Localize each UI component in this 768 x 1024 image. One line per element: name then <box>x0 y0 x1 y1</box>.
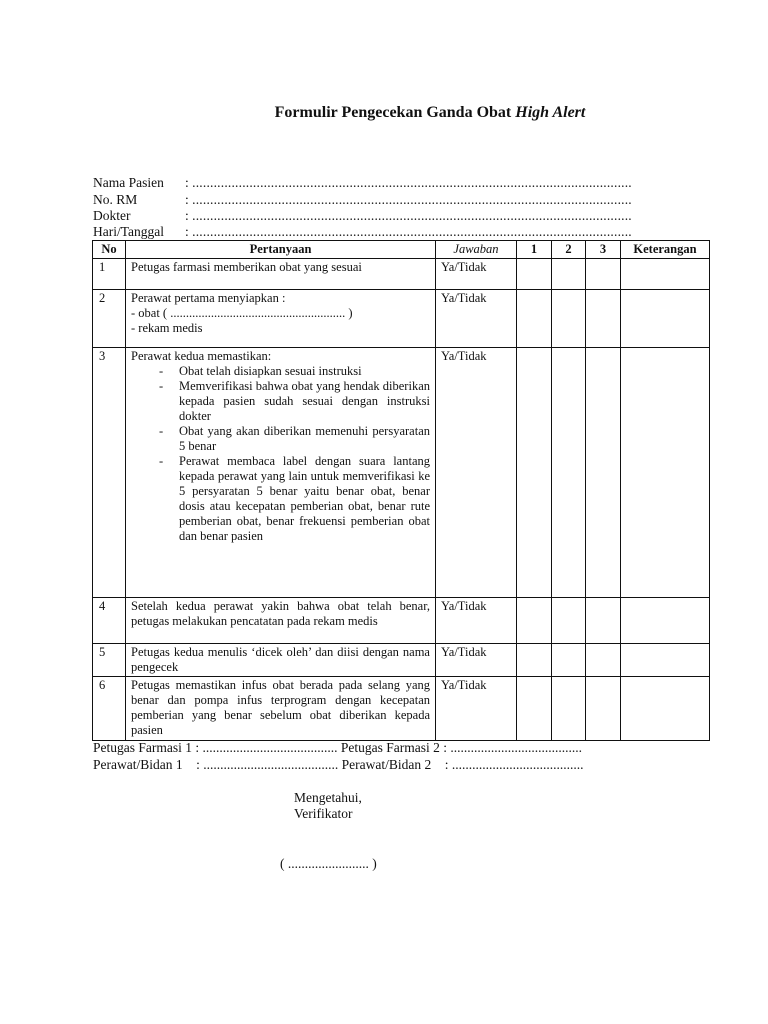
header-col-3: 3 <box>586 241 621 259</box>
keterangan-cell[interactable] <box>621 644 710 677</box>
header-jawaban: Jawaban <box>436 241 517 259</box>
row-question <box>126 348 436 598</box>
footer-petugas-farmasi: Petugas Farmasi 1 : ........................................ Petugas Farmasi 2 : ....................................... <box>93 740 582 755</box>
info-dots: ........................................................................................................................... <box>192 224 632 239</box>
keterangan-cell[interactable] <box>621 598 710 644</box>
check-cell-3[interactable] <box>586 677 621 741</box>
check-cell-1[interactable] <box>517 290 552 348</box>
form-title <box>0 104 768 122</box>
row-question: Petugas farmasi memberikan obat yang sesuai <box>126 259 436 290</box>
table-header-row <box>93 241 710 259</box>
keterangan-cell[interactable] <box>621 259 710 290</box>
check-cell-3[interactable] <box>586 598 621 644</box>
table-row <box>93 290 710 348</box>
check-cell-1[interactable] <box>517 598 552 644</box>
row-answer[interactable]: Ya/Tidak <box>436 598 517 644</box>
check-cell-1[interactable] <box>517 348 552 598</box>
keterangan-cell[interactable] <box>621 290 710 348</box>
question-line: - rekam medis <box>131 321 203 335</box>
row-number: 3 <box>93 348 126 598</box>
table-row <box>93 677 710 741</box>
check-cell-3[interactable] <box>586 290 621 348</box>
check-cell-3[interactable] <box>586 259 621 290</box>
table-row <box>93 259 710 290</box>
list-item: - Memverifikasi bahwa obat yang hendak diberikan kepada pasien sudah sesuai dengan instruksi dokter <box>131 379 430 424</box>
row-answer[interactable]: Ya/Tidak <box>436 290 517 348</box>
row-number: 5 <box>93 644 126 677</box>
info-label: No. RM <box>93 192 138 207</box>
keterangan-cell[interactable] <box>621 677 710 741</box>
check-cell-1[interactable] <box>517 677 552 741</box>
header-col-1: 1 <box>517 241 552 259</box>
row-question <box>126 290 436 348</box>
info-row-dokter <box>93 208 632 224</box>
row-answer[interactable]: Ya/Tidak <box>436 644 517 677</box>
row-number: 6 <box>93 677 126 741</box>
row-answer[interactable]: Ya/Tidak <box>436 348 517 598</box>
info-dots: ........................................................................................................................... <box>192 192 632 207</box>
info-dots: ........................................................................................................................... <box>192 175 632 190</box>
row-question: Setelah kedua perawat yakin bahwa obat telah benar, petugas melakukan pencatatan pada rekam medis <box>126 598 436 644</box>
row-question: Petugas memastikan infus obat berada pada selang yang benar dan pompa infus terprogram dengan kecepatan pemberian yang benar sebelum obat diberikan kepada pasien <box>126 677 436 741</box>
check-cell-3[interactable] <box>586 644 621 677</box>
sub-list <box>131 364 430 544</box>
form-title-text: Formulir Pengecekan Ganda Obat <box>274 104 516 121</box>
row-number: 1 <box>93 259 126 290</box>
table-row <box>93 598 710 644</box>
info-sep: : <box>185 208 193 223</box>
check-cell-2[interactable] <box>552 598 586 644</box>
info-row-hari-tanggal <box>93 224 632 240</box>
list-item: - Obat telah disiapkan sesuai instruksi <box>131 364 430 379</box>
info-sep: : <box>185 192 193 207</box>
row-answer[interactable]: Ya/Tidak <box>436 259 517 290</box>
table-row <box>93 348 710 598</box>
header-pertanyaan: Pertanyaan <box>126 241 436 259</box>
row-number: 2 <box>93 290 126 348</box>
signature-verifikator: Verifikator <box>294 806 353 821</box>
row-number: 4 <box>93 598 126 644</box>
info-label: Hari/Tanggal <box>93 224 165 239</box>
row-question: Petugas kedua menulis ‘dicek oleh’ dan diisi dengan nama pengecek <box>126 644 436 677</box>
keterangan-cell[interactable] <box>621 348 710 598</box>
footer-perawat-bidan: Perawat/Bidan 1 : ........................................ Perawat/Bidan 2 : ....................................... <box>93 757 584 772</box>
info-sep: : <box>185 224 193 239</box>
info-row-no-rm <box>93 192 632 208</box>
table-row <box>93 644 710 677</box>
form-title-italic: High Alert <box>515 104 586 121</box>
checklist-table <box>92 240 710 741</box>
check-cell-1[interactable] <box>517 259 552 290</box>
info-sep: : <box>185 175 193 190</box>
header-col-2: 2 <box>552 241 586 259</box>
check-cell-2[interactable] <box>552 290 586 348</box>
info-label: Nama Pasien <box>93 175 164 190</box>
list-item: - Obat yang akan diberikan memenuhi persyaratan 5 benar <box>131 424 430 454</box>
signature-mengetahui: Mengetahui, <box>294 790 362 805</box>
check-cell-3[interactable] <box>586 348 621 598</box>
info-row-nama-pasien <box>93 175 632 191</box>
question-line: Perawat pertama menyiapkan : <box>131 291 286 305</box>
info-dots: ........................................................................................................................... <box>192 208 632 223</box>
check-cell-2[interactable] <box>552 259 586 290</box>
header-keterangan: Keterangan <box>621 241 710 259</box>
list-item: - Perawat membaca label dengan suara lantang kepada perawat yang lain untuk memverifikasi ke 5 persyaratan 5 benar yaitu benar obat, benar dosis atau kecepatan pemberian obat, benar rute pemberian obat, benar frekuensi pemberian obat dan benar pasien <box>131 454 430 544</box>
question-line: - obat ( ........................................................ ) <box>131 306 353 320</box>
check-cell-2[interactable] <box>552 348 586 598</box>
check-cell-1[interactable] <box>517 644 552 677</box>
check-cell-2[interactable] <box>552 644 586 677</box>
signature-blank: ( ........................ ) <box>280 856 377 871</box>
check-cell-2[interactable] <box>552 677 586 741</box>
info-label: Dokter <box>93 208 131 223</box>
question-line: Perawat kedua memastikan: <box>131 349 272 363</box>
header-no: No <box>93 241 126 259</box>
row-answer[interactable]: Ya/Tidak <box>436 677 517 741</box>
